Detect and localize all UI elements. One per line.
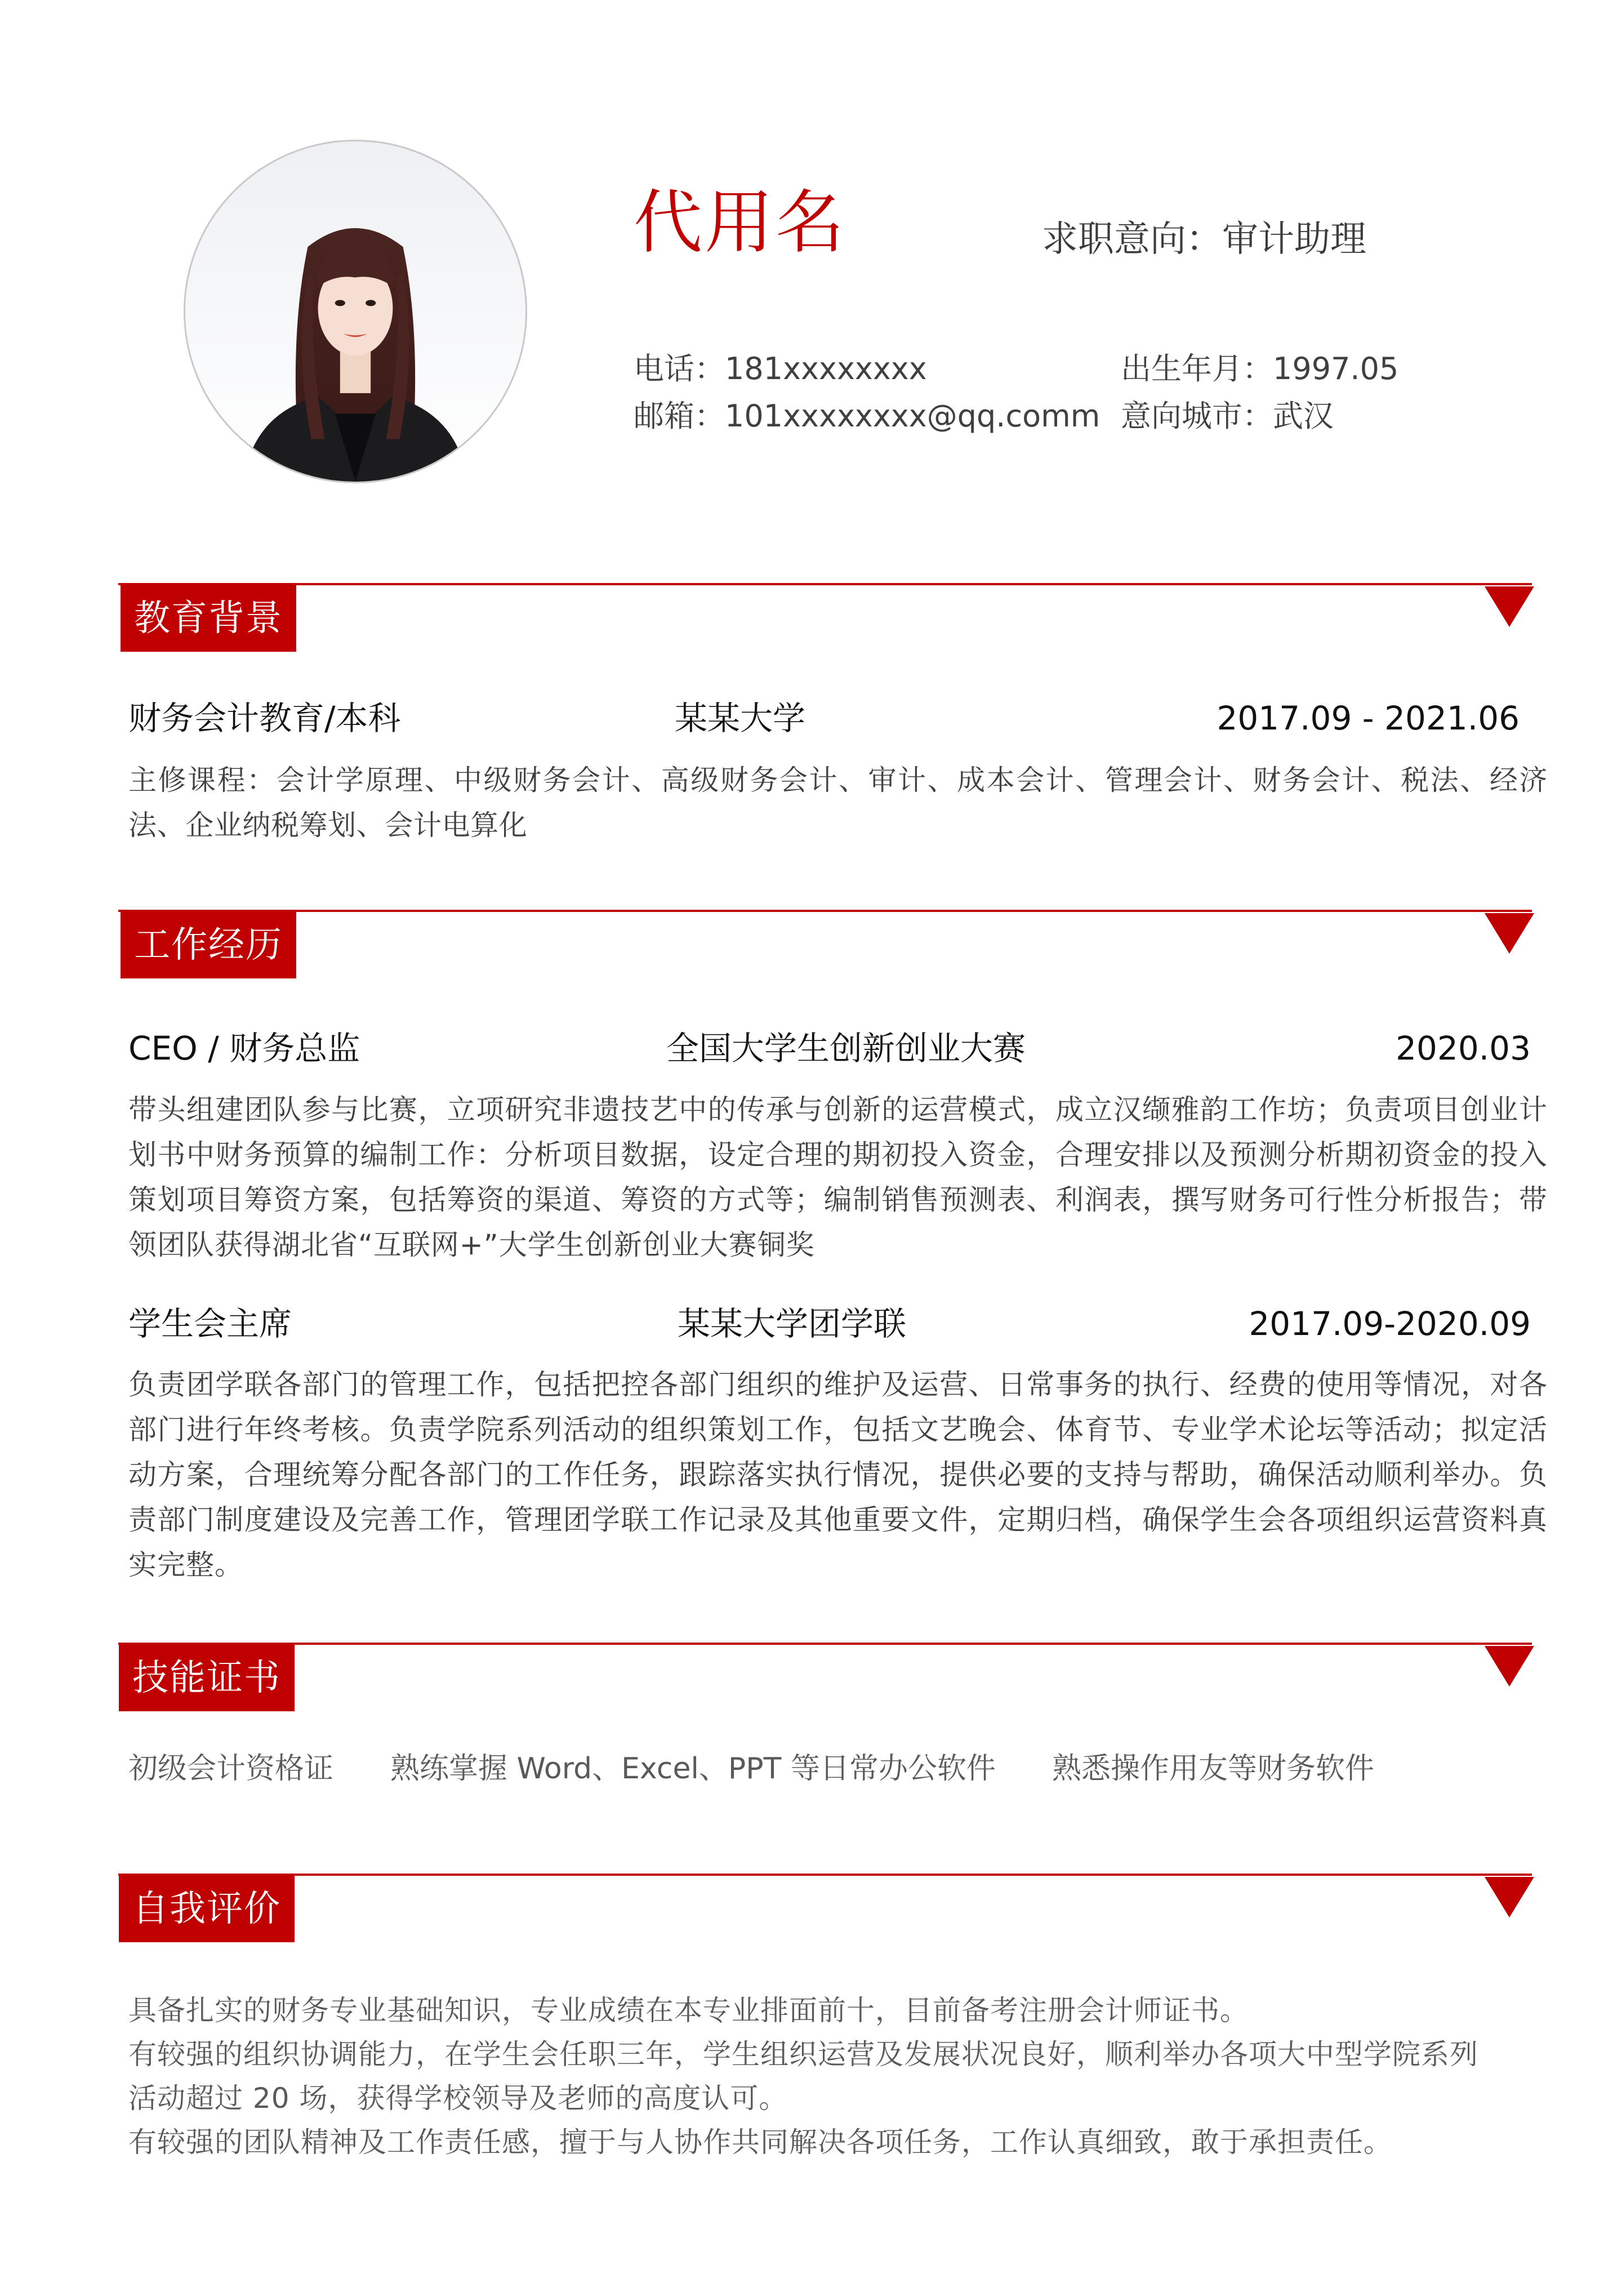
skill-item: 熟练掌握 Word、Excel、PPT 等日常办公软件 (390, 1752, 996, 1786)
birth-label: 出生年月： (1121, 351, 1273, 386)
work-org: 某某大学团学联 (678, 1305, 907, 1343)
job-intent (1042, 217, 1366, 262)
work-description: 带头组建团队参与比赛，立项研究非遗技艺中的传承与创新的运营模式，成立汉缬雅韵工作坊；负责项目创业计划书中财务预算的编制工作：分析项目数据，设定合理的期初投入资金，合理安排以及预测分析期初资金的投入策划项目筹资方案，包括筹资的渠道、筹资的方式等；编制销售预测表、利润表，撰写财务可行性分析报告；带领团队获得湖北省“互联网+”大学生创新创业大赛铜奖 (128, 1093, 1548, 1261)
phone-value: 181xxxxxxxx (725, 351, 927, 386)
work-role: 学生会主席 (128, 1305, 292, 1343)
section-title-education: 教育背景 (121, 585, 296, 652)
avatar (184, 140, 527, 483)
self-eval-line: 具备扎实的财务专业基础知识，专业成绩在本专业排面前十，目前备考注册会计师证书。 (128, 1994, 1249, 2027)
triangle-marker-icon (1485, 913, 1534, 954)
section-title-self-eval: 自我评价 (119, 1876, 295, 1942)
candidate-name: 代用名 (634, 183, 846, 262)
skills-divider (118, 1643, 1532, 1645)
phone-label: 电话： (634, 351, 725, 386)
triangle-marker-icon (1485, 586, 1534, 627)
work-entry-header (128, 1029, 1531, 1068)
self-eval-divider (118, 1874, 1532, 1876)
triangle-marker-icon (1485, 1646, 1534, 1687)
self-eval-line: 有较强的组织协调能力，在学生会任职三年，学生组织运营及发展状况良好，顺利举办各项大中型学院系列 (128, 2038, 1478, 2071)
email-info (634, 397, 1100, 436)
section-title-work: 工作经历 (121, 912, 296, 978)
work-period: 2020.03 (1396, 1029, 1531, 1067)
city-label: 意向城市： (1121, 398, 1273, 434)
job-intent-label: 求职意向： (1042, 219, 1222, 260)
education-divider (118, 583, 1532, 585)
email-label: 邮箱： (634, 398, 725, 434)
work-entry-header (128, 1304, 1531, 1343)
work-divider (118, 910, 1532, 912)
self-eval-line: 有较强的团队精神及工作责任感，擅于与人协作共同解决各项任务，工作认真细致，敢于承担责任。 (128, 2126, 1392, 2159)
education-courses: 主修课程：会计学原理、中级财务会计、高级财务会计、审计、成本会计、管理会计、财务会计、税法、经济法、企业纳税筹划、会计电算化 (128, 764, 1548, 842)
skill-item: 熟悉操作用友等财务软件 (1052, 1752, 1375, 1786)
work-period: 2017.09-2020.09 (1249, 1305, 1531, 1343)
self-eval-line: 活动超过 20 场，获得学校领导及老师的高度认可。 (128, 2082, 788, 2115)
education-period: 2017.09 - 2021.06 (1216, 699, 1519, 737)
job-intent-value: 审计助理 (1222, 219, 1366, 260)
email-value: 101xxxxxxxx@qq.comm (725, 398, 1100, 434)
education-school: 某某大学 (675, 699, 806, 737)
skill-item: 初级会计资格证 (128, 1752, 334, 1786)
birth-value: 1997.05 (1273, 351, 1399, 386)
phone-info (634, 349, 927, 389)
work-description: 负责团学联各部门的管理工作，包括把控各部门组织的维护及运营、日常事务的执行、经费的使用等情况，对各部门进行年终考核。负责学院系列活动的组织策划工作，包括文艺晚会、体育节、专业学术论坛等活动；拟定活动方案，合理统筹分配各部门的工作任务，跟踪落实执行情况，提供必要的支持与帮助，确保活动顺利举办。负责部门制度建设及完善工作，管理团学联工作记录及其他重要文件，定期归档，确保学生会各项组织运营资料真实完整。 (128, 1368, 1548, 1581)
city-value: 武汉 (1273, 398, 1334, 434)
city-info (1121, 397, 1334, 436)
triangle-marker-icon (1485, 1877, 1534, 1917)
birth-info (1121, 349, 1398, 389)
section-title-skills: 技能证书 (119, 1645, 295, 1711)
work-role: CEO / 财务总监 (128, 1029, 360, 1067)
education-entry-header (128, 698, 1531, 738)
profile-photo (185, 141, 525, 482)
work-org: 全国大学生创新创业大赛 (666, 1029, 1026, 1067)
education-major: 财务会计教育/本科 (128, 699, 401, 737)
